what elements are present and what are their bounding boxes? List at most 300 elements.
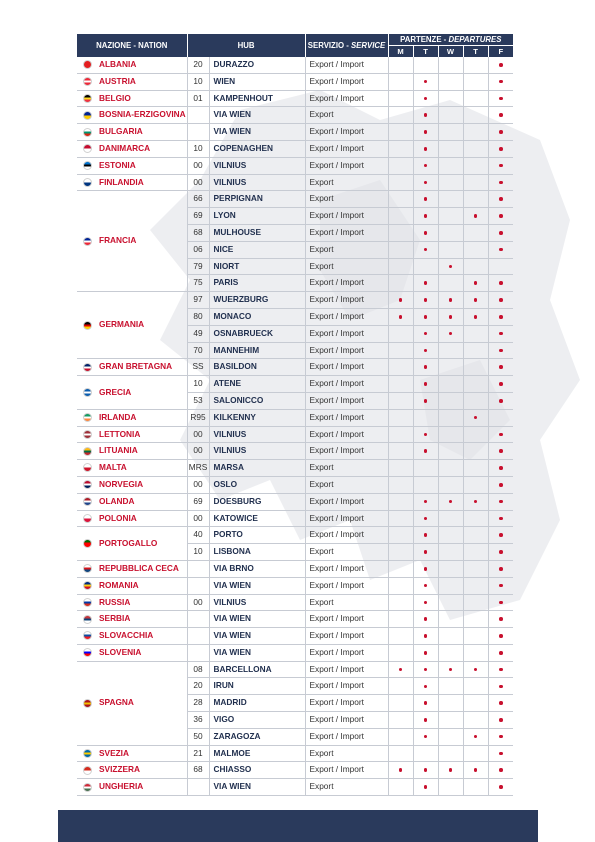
nation-name: ALBANIA [97, 57, 187, 73]
flag-cell [77, 577, 97, 594]
departure-dot-icon [449, 332, 453, 336]
hub-code: 20 [187, 678, 209, 695]
departure-day-cell [488, 258, 513, 275]
departure-day-cell [388, 140, 413, 157]
hub-code: 20 [187, 57, 209, 73]
table-row [77, 426, 513, 443]
departure-dot-icon [449, 315, 453, 319]
service-type: Export / Import [305, 695, 388, 712]
departure-day-cell [488, 443, 513, 460]
hub-name: ZARAGOZA [209, 728, 305, 745]
departure-day-cell [438, 208, 463, 225]
departure-dot-icon [474, 298, 478, 302]
hub-code: 97 [187, 292, 209, 309]
table-row [77, 376, 513, 393]
hub-name: DOESBURG [209, 493, 305, 510]
table-row [77, 476, 513, 493]
nation-name: ROMANIA [97, 577, 187, 594]
flag-icon [83, 699, 92, 708]
nation-name: LITUANIA [97, 443, 187, 460]
flag-icon [83, 413, 92, 422]
departure-day-cell [438, 661, 463, 678]
departure-dot-icon [499, 500, 503, 504]
table-row [77, 661, 513, 678]
flag-icon [83, 447, 92, 456]
flag-icon [83, 237, 92, 246]
departure-day-cell [488, 594, 513, 611]
table-row [77, 90, 513, 107]
nation-name: BOSNIA-ERZIGOVINA [97, 107, 187, 124]
hub-name: VIA WIEN [209, 644, 305, 661]
departure-day-cell [413, 510, 438, 527]
departure-dot-icon [399, 298, 403, 302]
departure-day-cell [488, 476, 513, 493]
hub-name: MARSA [209, 460, 305, 477]
departure-dot-icon [474, 668, 478, 672]
departure-dot-icon [424, 197, 428, 201]
service-type: Export / Import [305, 762, 388, 779]
departure-dot-icon [499, 601, 503, 605]
flag-icon [83, 497, 92, 506]
departure-day-cell [388, 594, 413, 611]
departure-dot-icon [424, 550, 428, 554]
hub-code: 68 [187, 762, 209, 779]
departure-day-cell [388, 728, 413, 745]
departure-dot-icon [424, 147, 428, 151]
departure-day-cell [463, 124, 488, 141]
table-row [77, 594, 513, 611]
departure-dot-icon [499, 685, 503, 689]
departure-day-cell [463, 325, 488, 342]
departure-dot-icon [474, 416, 478, 420]
hub-code: 01 [187, 90, 209, 107]
departure-dot-icon [424, 130, 428, 134]
departure-day-cell [388, 174, 413, 191]
hub-name: DURAZZO [209, 57, 305, 73]
departure-day-cell [488, 409, 513, 426]
departure-day-cell [413, 359, 438, 376]
departure-day-cell [388, 275, 413, 292]
table-row [77, 443, 513, 460]
departure-day-cell [438, 73, 463, 90]
departure-dot-icon [499, 433, 503, 437]
nation-name: FINLANDIA [97, 174, 187, 191]
departure-day-cell [413, 308, 438, 325]
departure-day-cell [438, 376, 463, 393]
flag-cell [77, 376, 97, 410]
day-header-thursday: T [463, 46, 488, 58]
departure-day-cell [438, 107, 463, 124]
flag-cell [77, 476, 97, 493]
departure-day-cell [463, 140, 488, 157]
departure-dot-icon [499, 281, 503, 285]
service-type: Export / Import [305, 661, 388, 678]
flag-cell [77, 594, 97, 611]
hub-name: VIA WIEN [209, 611, 305, 628]
departure-day-cell [388, 241, 413, 258]
hub-name: VIGO [209, 712, 305, 729]
departure-day-cell [488, 560, 513, 577]
hub-code [187, 779, 209, 796]
departure-day-cell [438, 57, 463, 73]
service-type: Export / Import [305, 292, 388, 309]
departure-day-cell [463, 527, 488, 544]
departure-day-cell [413, 443, 438, 460]
departure-dot-icon [499, 181, 503, 185]
departure-dot-icon [499, 399, 503, 403]
departure-day-cell [488, 157, 513, 174]
nation-name: OLANDA [97, 493, 187, 510]
flag-icon [83, 77, 92, 86]
departure-dot-icon [499, 533, 503, 537]
departure-day-cell [488, 544, 513, 561]
departure-day-cell [488, 90, 513, 107]
hub-code: 10 [187, 73, 209, 90]
service-type: Export / Import [305, 712, 388, 729]
departure-dot-icon [499, 483, 503, 487]
hub-name: VIA WIEN [209, 577, 305, 594]
departure-day-cell [463, 392, 488, 409]
departure-day-cell [463, 275, 488, 292]
departure-dot-icon [424, 332, 428, 336]
departure-day-cell [388, 544, 413, 561]
table-row [77, 57, 513, 73]
nation-name: GRECIA [97, 376, 187, 410]
departure-day-cell [488, 460, 513, 477]
hub-name: SALONICCO [209, 392, 305, 409]
departure-day-cell [438, 460, 463, 477]
departure-dot-icon [499, 466, 503, 470]
departure-dot-icon [424, 349, 428, 353]
departure-day-cell [438, 191, 463, 208]
departure-day-cell [413, 258, 438, 275]
departure-day-cell [413, 644, 438, 661]
hub-name: NICE [209, 241, 305, 258]
flag-icon [83, 514, 92, 523]
departure-day-cell [463, 443, 488, 460]
departure-dot-icon [499, 332, 503, 336]
departure-dot-icon [499, 768, 503, 772]
nation-name: GRAN BRETAGNA [97, 359, 187, 376]
departure-day-cell [388, 712, 413, 729]
service-type: Export [305, 258, 388, 275]
service-type: Export / Import [305, 359, 388, 376]
hub-name: NIORT [209, 258, 305, 275]
hub-code [187, 611, 209, 628]
nation-name: SVEZIA [97, 745, 187, 762]
departure-day-cell [388, 409, 413, 426]
departure-day-cell [438, 476, 463, 493]
departure-dot-icon [499, 349, 503, 353]
departure-day-cell [438, 644, 463, 661]
flag-cell [77, 73, 97, 90]
departure-day-cell [388, 527, 413, 544]
departure-day-cell [463, 376, 488, 393]
flag-icon [83, 480, 92, 489]
hub-name: PORTO [209, 527, 305, 544]
service-type: Export [305, 107, 388, 124]
departure-day-cell [413, 208, 438, 225]
hub-column-header: HUB [187, 34, 305, 57]
service-type: Export / Import [305, 140, 388, 157]
departure-dot-icon [499, 231, 503, 235]
departure-day-cell [438, 544, 463, 561]
flag-icon [83, 388, 92, 397]
departure-day-cell [488, 275, 513, 292]
hub-code: 10 [187, 544, 209, 561]
nation-name: SERBIA [97, 611, 187, 628]
service-type: Export / Import [305, 644, 388, 661]
service-type: Export / Import [305, 392, 388, 409]
departure-dot-icon [499, 584, 503, 588]
departure-day-cell [413, 241, 438, 258]
departure-dot-icon [399, 668, 403, 672]
departure-day-cell [438, 712, 463, 729]
departure-day-cell [413, 426, 438, 443]
hub-code: 00 [187, 594, 209, 611]
flag-cell [77, 510, 97, 527]
departure-dot-icon [424, 164, 428, 168]
flag-icon [83, 749, 92, 758]
table-row [77, 107, 513, 124]
hub-code: 28 [187, 695, 209, 712]
departure-dot-icon [499, 197, 503, 201]
flag-icon [83, 648, 92, 657]
departure-day-cell [488, 779, 513, 796]
hub-code: 00 [187, 426, 209, 443]
departure-day-cell [438, 510, 463, 527]
departure-day-cell [438, 275, 463, 292]
nation-name: IRLANDA [97, 409, 187, 426]
departure-dot-icon [424, 533, 428, 537]
departure-day-cell [488, 728, 513, 745]
departure-day-cell [488, 762, 513, 779]
departure-day-cell [463, 745, 488, 762]
departure-dot-icon [449, 298, 453, 302]
departure-dot-icon [424, 735, 428, 739]
hub-name: BARCELLONA [209, 661, 305, 678]
departure-day-cell [413, 476, 438, 493]
day-header-wednesday: W [438, 46, 463, 58]
departure-dot-icon [499, 752, 503, 756]
service-type: Export / Import [305, 224, 388, 241]
departure-day-cell [388, 90, 413, 107]
departure-day-cell [463, 611, 488, 628]
departure-day-cell [463, 644, 488, 661]
departure-dot-icon [499, 735, 503, 739]
departure-day-cell [438, 409, 463, 426]
departure-day-cell [463, 476, 488, 493]
departure-day-cell [463, 762, 488, 779]
departure-dot-icon [449, 668, 453, 672]
departure-day-cell [463, 157, 488, 174]
flag-cell [77, 460, 97, 477]
departure-day-cell [438, 628, 463, 645]
hub-code [187, 628, 209, 645]
hub-name: KATOWICE [209, 510, 305, 527]
table-row [77, 745, 513, 762]
hub-code: 68 [187, 224, 209, 241]
departure-day-cell [488, 224, 513, 241]
hub-code: SS [187, 359, 209, 376]
nation-name: AUSTRIA [97, 73, 187, 90]
departure-day-cell [388, 376, 413, 393]
departure-dot-icon [424, 433, 428, 437]
flag-cell [77, 107, 97, 124]
departure-day-cell [463, 560, 488, 577]
departure-day-cell [463, 426, 488, 443]
departure-dot-icon [474, 315, 478, 319]
departure-day-cell [388, 577, 413, 594]
flag-cell [77, 745, 97, 762]
departure-day-cell [438, 577, 463, 594]
table-body [77, 57, 513, 796]
departure-day-cell [388, 476, 413, 493]
departure-day-cell [463, 208, 488, 225]
departure-day-cell [488, 359, 513, 376]
departure-dot-icon [424, 718, 428, 722]
departure-day-cell [463, 409, 488, 426]
departure-day-cell [438, 392, 463, 409]
departure-day-cell [413, 409, 438, 426]
hub-code [187, 644, 209, 661]
departure-dot-icon [424, 500, 428, 504]
departure-day-cell [388, 628, 413, 645]
hub-code: 08 [187, 661, 209, 678]
departure-day-cell [488, 392, 513, 409]
departure-day-cell [413, 73, 438, 90]
service-column-header: SERVIZIO - SERVICE [305, 34, 388, 57]
departure-day-cell [413, 140, 438, 157]
hub-name: ATENE [209, 376, 305, 393]
departure-dot-icon [424, 181, 428, 185]
hub-name: OSLO [209, 476, 305, 493]
departure-dot-icon [499, 63, 503, 67]
hub-name: KAMPENHOUT [209, 90, 305, 107]
hub-code: 50 [187, 728, 209, 745]
departure-dot-icon [449, 768, 453, 772]
nation-name: NORVEGIA [97, 476, 187, 493]
departure-dot-icon [499, 365, 503, 369]
departure-dot-icon [399, 315, 403, 319]
departure-dot-icon [449, 265, 453, 269]
departure-day-cell [413, 57, 438, 73]
hub-code: 75 [187, 275, 209, 292]
service-type: Export / Import [305, 325, 388, 342]
departure-day-cell [463, 174, 488, 191]
flag-cell [77, 628, 97, 645]
departure-day-cell [488, 493, 513, 510]
departure-day-cell [413, 611, 438, 628]
departure-day-cell [463, 544, 488, 561]
departure-dot-icon [424, 382, 428, 386]
departure-dot-icon [499, 113, 503, 117]
departure-dot-icon [424, 768, 428, 772]
hub-code [187, 560, 209, 577]
departure-day-cell [388, 426, 413, 443]
departure-day-cell [413, 325, 438, 342]
departure-day-cell [463, 191, 488, 208]
departure-day-cell [438, 90, 463, 107]
departure-day-cell [438, 728, 463, 745]
departure-day-cell [388, 208, 413, 225]
departure-day-cell [413, 174, 438, 191]
departure-day-cell [413, 342, 438, 359]
flag-icon [83, 321, 92, 330]
departure-day-cell [438, 157, 463, 174]
nation-column-header: NAZIONE - NATION [77, 34, 187, 57]
flag-cell [77, 359, 97, 376]
departure-day-cell [388, 292, 413, 309]
departure-day-cell [463, 73, 488, 90]
departure-day-cell [488, 527, 513, 544]
departure-day-cell [488, 628, 513, 645]
departure-day-cell [388, 224, 413, 241]
departure-day-cell [438, 140, 463, 157]
departure-day-cell [438, 426, 463, 443]
departure-dot-icon [424, 214, 428, 218]
hub-name: PERPIGNAN [209, 191, 305, 208]
flag-cell [77, 443, 97, 460]
hub-name: BASILDON [209, 359, 305, 376]
hub-name: MANNEHIM [209, 342, 305, 359]
hub-code: 70 [187, 342, 209, 359]
hub-code: 66 [187, 191, 209, 208]
table-row [77, 644, 513, 661]
day-header-friday: F [488, 46, 513, 58]
hub-name: MALMOE [209, 745, 305, 762]
flag-cell [77, 493, 97, 510]
hub-name: WIEN [209, 73, 305, 90]
departure-day-cell [463, 728, 488, 745]
hub-name: MADRID [209, 695, 305, 712]
service-type: Export [305, 241, 388, 258]
hub-code: 36 [187, 712, 209, 729]
departure-day-cell [463, 308, 488, 325]
table-row [77, 762, 513, 779]
departure-day-cell [413, 157, 438, 174]
departure-dot-icon [424, 97, 428, 101]
departure-day-cell [413, 493, 438, 510]
table-row [77, 779, 513, 796]
departure-day-cell [438, 258, 463, 275]
departure-day-cell [463, 628, 488, 645]
departure-day-cell [488, 208, 513, 225]
departure-dot-icon [474, 500, 478, 504]
service-type: Export / Import [305, 208, 388, 225]
departure-dot-icon [424, 567, 428, 571]
departure-day-cell [413, 678, 438, 695]
departure-dot-icon [499, 651, 503, 655]
hub-name: LYON [209, 208, 305, 225]
departure-day-cell [488, 342, 513, 359]
departure-day-cell [463, 57, 488, 73]
departure-dot-icon [499, 550, 503, 554]
service-type: Export / Import [305, 409, 388, 426]
departure-day-cell [463, 460, 488, 477]
departure-day-cell [413, 560, 438, 577]
nation-name: ESTONIA [97, 157, 187, 174]
departure-day-cell [413, 460, 438, 477]
departure-day-cell [388, 325, 413, 342]
departure-dot-icon [424, 248, 428, 252]
hub-code: 00 [187, 174, 209, 191]
flag-icon [83, 766, 92, 775]
departure-day-cell [413, 392, 438, 409]
hub-name: PARIS [209, 275, 305, 292]
service-type: Export [305, 460, 388, 477]
departure-day-cell [488, 57, 513, 73]
